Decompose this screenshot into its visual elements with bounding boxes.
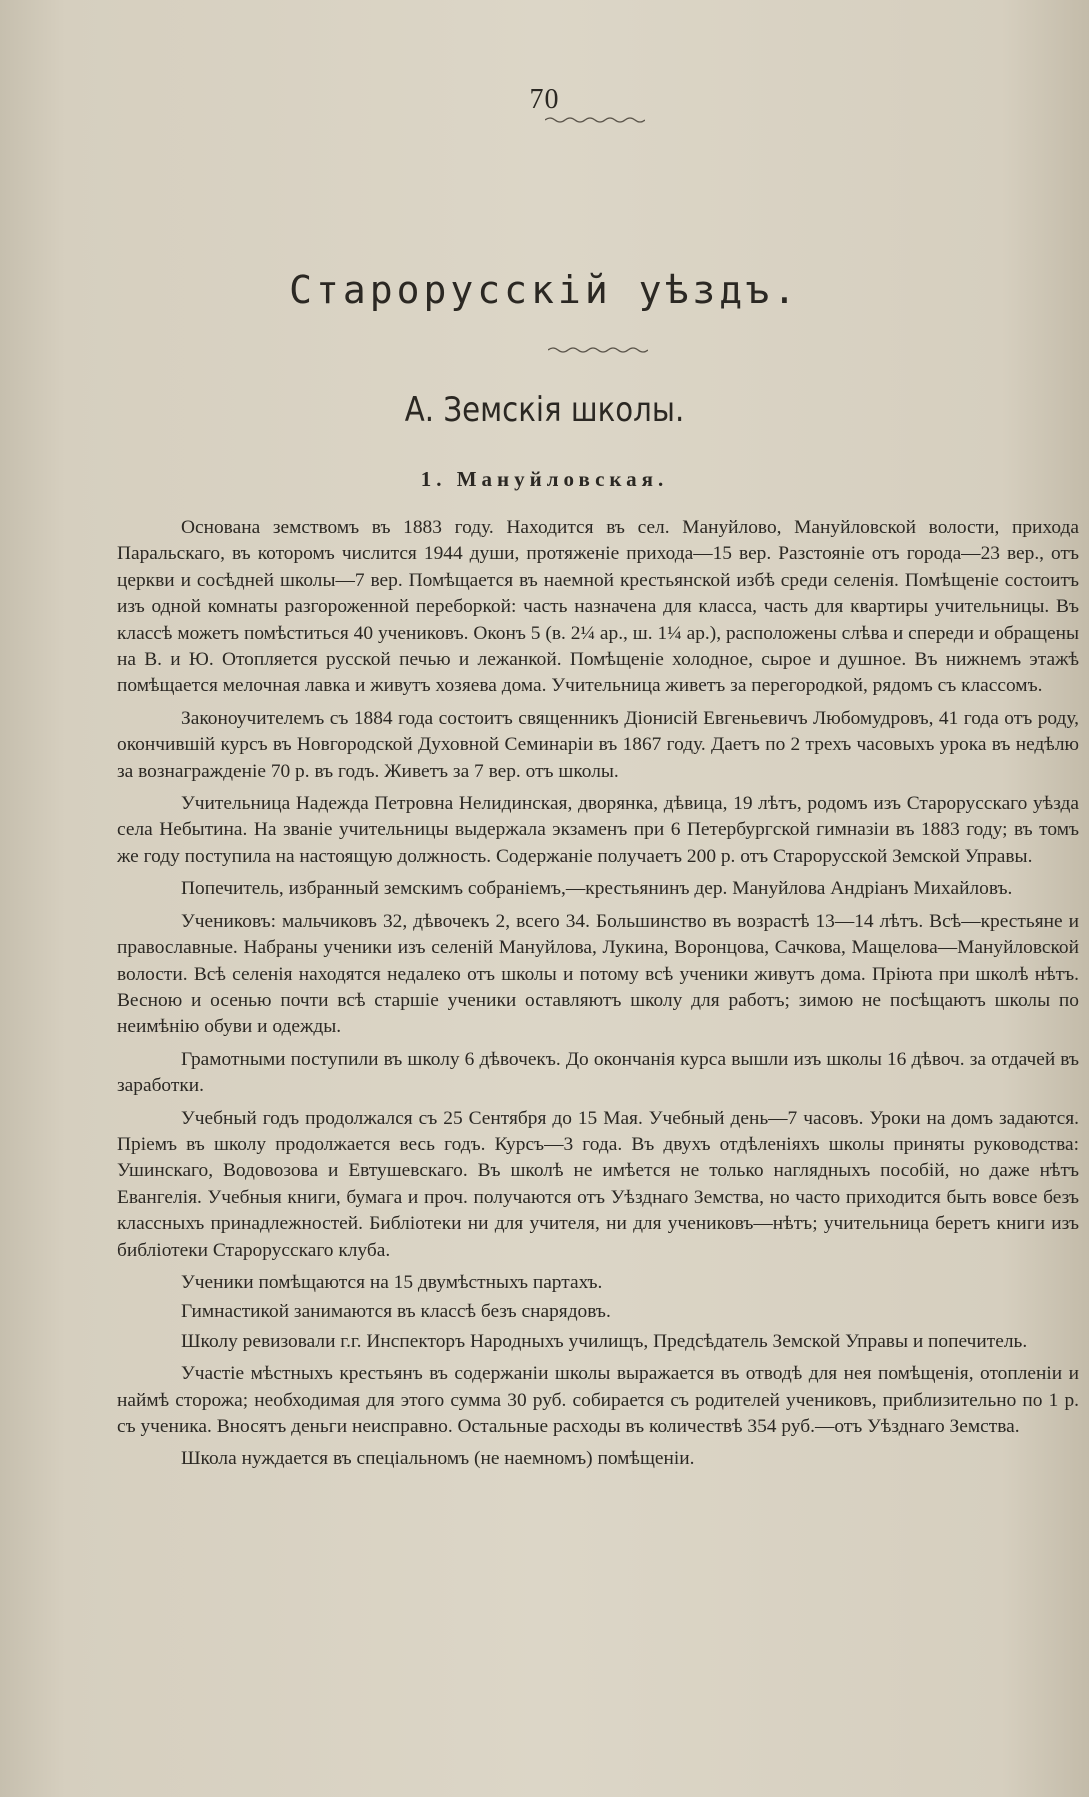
ornament-divider-title [548,346,648,354]
paragraph-desks: Ученики помѣщаются на 15 двумѣстныхъ партахъ. [181,1271,603,1293]
page-number: 70 [529,84,560,115]
paragraph-teacher: Учительница Надежда Петровна Нелидинская, дворянка, дѣвица, 19 лѣтъ, родомъ изъ Старорусскаго уѣзда села Небытина. На званіе учительницы выдержала экзаменъ при 6 Петербургской гимназіи въ 1883 году; въ томъ же году поступила на настоящую должность. Содержаніе получаетъ 200 р. отъ Старорусской Земской Управы. [117,793,1079,867]
section-heading: А. Земскія школы. [404,390,685,430]
paragraph-pupils: Учениковъ: мальчиковъ 32, дѣвочекъ 2, всего 34. Большинство въ возрастѣ 13—14 лѣтъ. Всѣ—крестьяне и православные. Набраны ученики изъ селеній Мануйлова, Лукина, Воронцова, Сачкова, Мащелова—Мануйловской волости. Всѣ селенія находятся недалеко отъ школы и потому всѣ ученики живутъ дома. Пріюта при школѣ нѣтъ. Весною и осенью почти всѣ старшіе ученики оставляютъ школу для работъ; зимою не посѣщаютъ школы по неимѣнію обуви и одежды. [117,910,1079,1038]
paragraph-trustee: Попечитель, избранный земскимъ собраніемъ,—крестьянинъ дер. Мануйлова Андріанъ Михайловъ. [181,878,1013,900]
paragraph-funding: Участіе мѣстныхъ крестьянъ въ содержаніи школы выражается въ отводѣ для нея помѣщенія, отопленіи и наймѣ сторожа; необходимая для этого сумма 30 руб. собирается съ родителей учениковъ, приблизительно по 1 р. съ ученика. Вносятъ деньги неисправно. Остальные расходы въ количествѣ 354 руб.—отъ Уѣзднаго Земства. [117,1363,1079,1437]
paragraph-literate: Грамотными поступили въ школу 6 дѣвочекъ. До окончанія курса вышли изъ школы 16 дѣвоч. за отдачей въ заработки. [117,1048,1079,1097]
body-text [117,515,1079,1479]
paragraph-inspection: Школу ревизовали г.г. Инспекторъ Народныхъ училищъ, Предсѣдатель Земской Управы и попечитель. [181,1330,1028,1352]
ornament-divider-top [545,116,645,124]
paragraph-needs: Школа нуждается въ спеціальномъ (не наемномъ) помѣщеніи. [181,1448,695,1470]
paragraph-school-year: Учебный годъ продолжался съ 25 Сентября до 15 Мая. Учебный день—7 часовъ. Уроки на домъ задаются. Пріемъ въ школу продолжается весь годъ. Курсъ—3 года. Въ двухъ отдѣленіяхъ школы приняты руководства: Ушинскаго, Водовозова и Евтушевскаго. Въ школѣ не имѣется не только наглядныхъ пособій, но даже нѣтъ Евангелія. Учебныя книги, бумага и проч. получаются отъ Уѣзднаго Земства, но часто приходится быть вовсе безъ классныхъ принадлежностей. Библіотеки ни для учителя, ни для учениковъ—нѣтъ; учительница беретъ книги изъ библіотеки Старорусскаго клуба. [117,1107,1079,1261]
paragraph-description: Основана земствомъ въ 1883 году. Находится въ сел. Мануйлово, Мануйловской волости, прихода Паральскаго, въ которомъ числится 1944 души, протяженіе прихода—15 вер. Разстояніе отъ города—23 вер., отъ церкви и сосѣдней школы—7 вер. Помѣщается въ наемной крестьянской избѣ среди селенія. Помѣщеніе состоитъ изъ одной комнаты разгороженной переборкой: часть назначена для класса, часть для квартиры учительницы. Въ классѣ можетъ помѣститься 40 учениковъ. Оконъ 5 (в. 2¼ ар., ш. 1¼ ар.), расположены слѣва и спереди и обращены на В. и Ю. Отопляется русской печью и лежанкой. Помѣщеніе холодное, сырое и душное. Въ нижнемъ этажѣ помѣщается мелочная лавка и живутъ хозяева дома. Учительница живетъ за перегородкой, рядомъ съ классомъ. [117,517,1079,697]
school-heading: 1. Мануйловская. [420,467,669,491]
page-title: Старорусскій уѣздъ. [289,268,800,312]
paragraph-gymnastics: Гимнастикой занимаются въ классѣ безъ снарядовъ. [181,1301,611,1323]
paragraph-law-teacher: Законоучителемъ съ 1884 года состоитъ священникъ Діонисій Евгеньевичъ Любомудровъ, 41 года отъ роду, окончившій курсъ въ Новгородской Духовной Семинаріи въ 1867 году. Даетъ по 2 трехъ часовыхъ урока въ недѣлю за вознагражденіе 70 р. въ годъ. Живетъ за 7 вер. отъ школы. [117,707,1079,782]
